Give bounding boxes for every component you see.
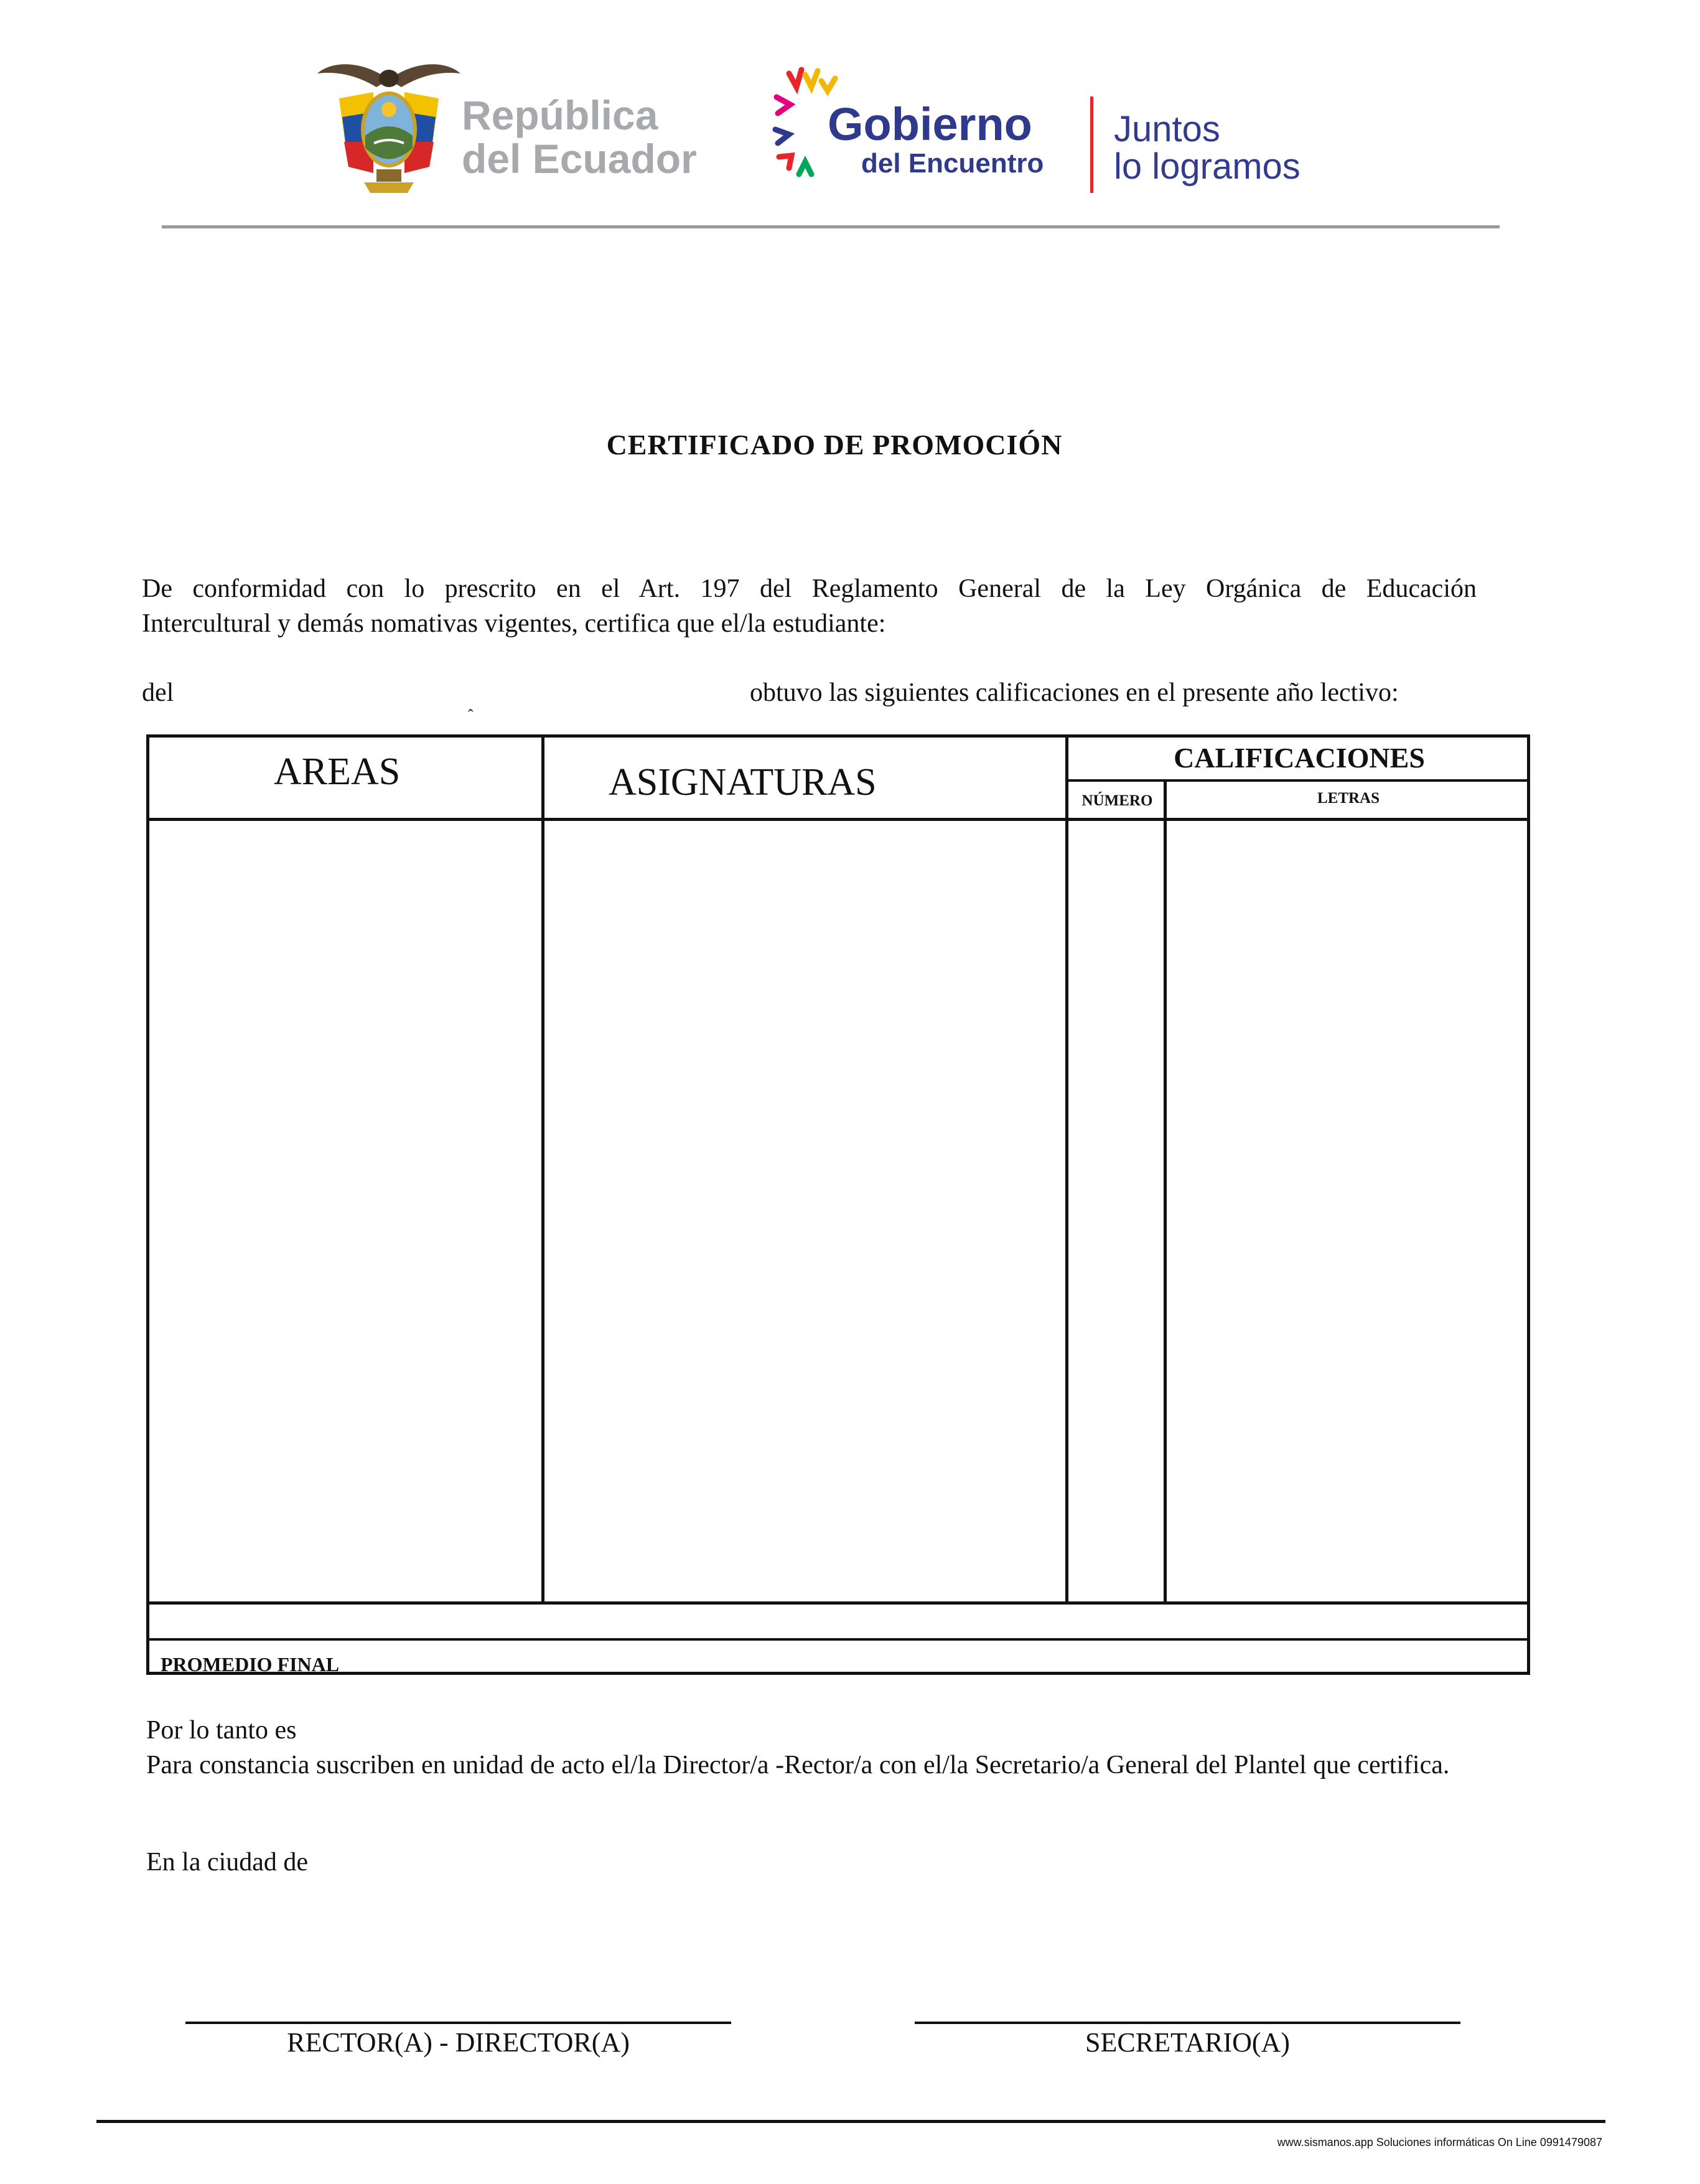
ciudad-text: En la ciudad de [146, 1848, 309, 1877]
calificaciones-subrule [1065, 779, 1530, 782]
constancia-text: Para constancia suscriben en unidad de acto el/la Director/a -Rector/a con el/la Secretario/a General del Plantel que certifica. [146, 1751, 1450, 1779]
signature-line-secretario [915, 2022, 1460, 2024]
header-calificaciones: CALIFICACIONES [1174, 742, 1425, 774]
ecuador-coat-of-arms-logo [314, 55, 464, 198]
divider-num-letras [1164, 779, 1167, 1603]
promedio-top-rule [146, 1638, 1530, 1641]
header-rule [162, 225, 1500, 228]
table-border-bottom [146, 1672, 1530, 1675]
gobierno-subtitle: del Encuentro [861, 148, 1044, 179]
header-bottom-rule [146, 818, 1530, 821]
header-numero: NÚMERO [1081, 792, 1153, 809]
signature-label-rector: RECTOR(A) - DIRECTOR(A) [287, 2027, 630, 2058]
promedio-final-label: PROMEDIO FINAL [161, 1653, 340, 1675]
signature-label-secretario: SECRETARIO(A) [1085, 2027, 1290, 2058]
footer-rule [96, 2120, 1605, 2123]
brand-divider [1090, 96, 1093, 193]
header-asignaturas: ASIGNATURAS [609, 761, 877, 804]
table-border-top [146, 734, 1530, 738]
republica-line2: del Ecuador [462, 136, 697, 182]
header-letras: LETRAS [1317, 790, 1380, 807]
intro-paragraph [142, 571, 1477, 641]
intro-line1: De conformidad con lo prescrito en el Art. 197 del Reglamento General de la Ley Orgánica de Educación [142, 574, 1477, 603]
table-border-left [146, 734, 149, 1674]
signature-line-rector [185, 2022, 731, 2024]
gobierno-title: Gobierno [828, 98, 1032, 150]
del-label: del [142, 678, 174, 707]
por-lo-tanto: Por lo tanto es [146, 1716, 297, 1745]
stray-mark: ˆ [468, 706, 474, 724]
document-title: CERTIFICADO DE PROMOCIÓN [606, 429, 1063, 461]
obtuvo-text: obtuvo las siguientes calificaciones en el presente año lectivo: [750, 678, 1399, 707]
body-bottom-rule [146, 1601, 1530, 1605]
republica-del-ecuador-wordmark [462, 93, 697, 180]
juntos-line1: Juntos [1114, 109, 1220, 149]
juntos-slogan [1114, 111, 1301, 185]
divider-asig-calif [1065, 734, 1068, 1603]
footer-credit: www.sismanos.app Soluciones informáticas On Line 0991479087 [1277, 2136, 1602, 2149]
juntos-line2: lo logramos [1114, 146, 1301, 187]
header-areas: AREAS [274, 751, 401, 793]
republica-line1: República [462, 92, 658, 138]
divider-areas-asig [541, 734, 544, 1603]
table-border-right [1527, 734, 1530, 1674]
intro-line2: Intercultural y demás nomativas vigentes, certifica que el/la estudiante: [142, 609, 886, 638]
